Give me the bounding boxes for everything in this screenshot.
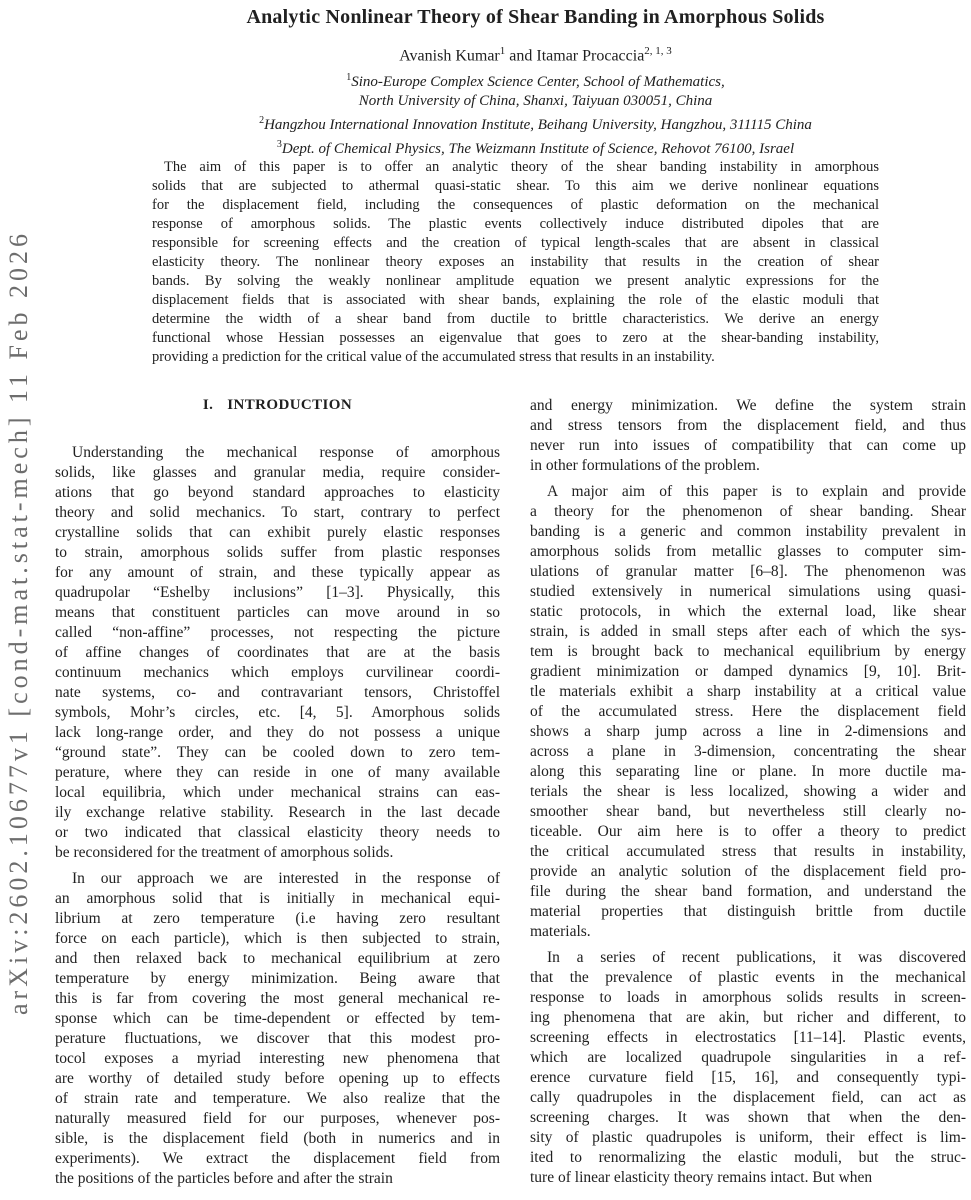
- text-segment: Dept. of Chemical Physics, The Weizmann Institute of Science, Rehovot 76100, Israel: [281, 141, 795, 158]
- text-line: crystalline solids that can exhibit purely elastic responses: [55, 524, 500, 541]
- text-line: for any amount of strain, and these typically appear as: [55, 564, 500, 581]
- text-segment: Hangzhou International Innovation Institute, Beihang University, Hangzhou, 311115 China: [264, 117, 812, 134]
- text-line: A major aim of this paper is to explain and provide: [547, 483, 966, 500]
- text-line: banding is a generic and common instability prevalent in: [530, 523, 966, 540]
- superscript: 1: [499, 45, 506, 57]
- affiliations-block: [100, 68, 971, 159]
- text-line: gradient minimization or damped dynamics [9, 10]. Brit-: [530, 663, 966, 680]
- text-line: lack long-range order, and they do not possess a unique: [55, 724, 500, 741]
- text-line: amorphous solids from metallic glasses to computer sim-: [530, 543, 966, 560]
- text-line: and stress tensors from the displacement field, and thus: [530, 417, 966, 434]
- text-segment: and Itamar Procaccia: [505, 47, 645, 65]
- text-line: provide an analytic solution of the displacement field pro-: [530, 863, 966, 880]
- text-line: erence curvature field [15, 16], and consequently typi-: [530, 1069, 966, 1086]
- text-line: naturally measured field for our purposes, whenever pos-: [55, 1110, 500, 1127]
- affiliation-line: [100, 135, 971, 159]
- text-line: studied extensively in numerical simulations using quasi-: [530, 583, 966, 600]
- text-line: of strain rate and temperature. We also realize that the: [55, 1090, 500, 1107]
- text-line: in other formulations of the problem.: [530, 457, 760, 474]
- superscript: 2, 1, 3: [644, 45, 672, 57]
- text-line: symbols, Mohr’s circles, etc. [4, 5]. Amorphous solids: [55, 704, 500, 721]
- text-line: perature fluctuations, we discover that this modest pro-: [55, 1030, 500, 1047]
- text-line: and then relaxed back to mechanical equilibrium at zero: [55, 950, 500, 967]
- text-line: response to loads in amorphous solids results in screen-: [530, 989, 966, 1006]
- text-line: ing phenomena that are akin, but richer and different, to: [530, 1009, 966, 1026]
- paragraph: [530, 482, 966, 942]
- text-line: The aim of this paper is to offer an analytic theory of the shear banding instability in amorphous: [164, 159, 879, 175]
- arxiv-watermark: arXiv:2602.10677v1 [cond-mat.stat-mech] 11 Feb 2026: [4, 229, 33, 1015]
- text-line: librium at zero temperature (i.e having zero resultant: [55, 910, 500, 927]
- superscript: 1: [346, 72, 352, 84]
- abstract-block: [152, 158, 879, 367]
- text-line: are worthy of detailed study before opening up to effects: [55, 1070, 500, 1087]
- text-line: solids that are subjected to athermal quasi-static shear. To this aim we derive nonlinear equations: [152, 178, 879, 194]
- text-line: file during the shear band formation, and understand the: [530, 883, 966, 900]
- text-line: perature, where they can reside in one of many available: [55, 764, 500, 781]
- text-line: or two indicated that classical elasticity theory needs to: [55, 824, 500, 841]
- text-line: the positions of the particles before and after the strain: [55, 1170, 393, 1187]
- text-line: which are localized quadrupole singularities in a ref-: [530, 1049, 966, 1066]
- authors-line: [100, 45, 971, 65]
- text-line: responsible for screening effects and the creation of typical length-scales that are absent in classical: [152, 235, 879, 251]
- text-line: solids, like glasses and granular media, require consider-: [55, 464, 500, 481]
- text-line: tocol exposes a myriad interesting new phenomena that: [55, 1050, 500, 1067]
- text-line: screening effects in electrostatics [11–14]. Plastic events,: [530, 1029, 966, 1046]
- text-line: displacement fields that is associated with shear bands, explaining the role of the elastic moduli that: [152, 292, 879, 308]
- text-line: and energy minimization. We define the system strain: [530, 397, 966, 414]
- text-line: continuum mechanics which employs curvilinear coordi-: [55, 664, 500, 681]
- text-line: tle materials exhibit a sharp instability at a critical value: [530, 683, 966, 700]
- text-line: temperature by energy minimization. Being aware that: [55, 970, 500, 987]
- text-line: cally quadrupoles in the displacement field, can act as: [530, 1089, 966, 1106]
- text-line: bands. By solving the weakly nonlinear amplitude equation we present analytic expressions for the: [152, 273, 879, 289]
- text-line: sible, is the displacement field (both in numerics and in: [55, 1130, 500, 1147]
- text-line: ations that go beyond standard approaches to elasticity: [55, 484, 500, 501]
- paragraph: [55, 869, 500, 1189]
- text-line: of affine changes of coordinates that are at the basis: [55, 644, 500, 661]
- page-title: Analytic Nonlinear Theory of Shear Banding in Amorphous Solids: [246, 6, 825, 28]
- text-line: for the displacement field, including the consequences of plastic deformation on the mechanical: [152, 197, 879, 213]
- text-line: across a plane in 3-dimension, concentrating the shear: [530, 743, 966, 760]
- right-column: [530, 396, 966, 1188]
- text-line: means that constituent particles can move around in so: [55, 604, 500, 621]
- text-line: the critical accumulated stress that results in instability,: [530, 843, 966, 860]
- text-line: this is far from covering the most general mechanical re-: [55, 990, 500, 1007]
- text-line: be reconsidered for the treatment of amorphous solids.: [55, 844, 394, 861]
- text-line: ily exchange relative stability. Research in the last decade: [55, 804, 500, 821]
- text-line: force on each particle), which is then subjected to strain,: [55, 930, 500, 947]
- text-line: a theory for the phenomenon of shear banding. Shear: [530, 503, 966, 520]
- text-line: nate systems, co- and contravariant tensors, Christoffel: [55, 684, 500, 701]
- text-line: materials.: [530, 923, 591, 940]
- text-line: “ground state”. They can be cooled down to zero tem-: [55, 744, 500, 761]
- text-segment: Sino-Europe Complex Science Center, School of Mathematics,: [351, 74, 725, 91]
- text-line: theory and solid mechanics. To start, contrary to perfect: [55, 504, 500, 521]
- text-line: sity of plastic quadrupoles is uniform, their effect is lim-: [530, 1129, 966, 1146]
- section-number: I.: [202, 397, 214, 413]
- text-line: quadrupolar “Eshelby inclusions” [1–3]. Physically, this: [55, 584, 500, 601]
- superscript: 2: [259, 115, 265, 127]
- paragraph: [152, 158, 879, 367]
- superscript: 3: [276, 139, 282, 151]
- affiliation-line: [100, 68, 971, 92]
- affiliation-line: [100, 92, 971, 111]
- left-column: [55, 443, 500, 1189]
- text-line: tem is brought back to mechanical equilibrium by energy: [530, 643, 966, 660]
- text-line: In a series of recent publications, it was discovered: [547, 949, 966, 966]
- text-line: local equilibria, which under mechanical strains can eas-: [55, 784, 500, 801]
- text-line: providing a prediction for the critical value of the accumulated stress that results in an instability.: [152, 349, 715, 365]
- text-line: determine the width of a shear band from ductile to brittle characteristics. We derive an energy: [152, 311, 879, 327]
- text-line: functional whose Hessian possesses an eigenvalue that goes to zero at the shear-banding instability,: [152, 330, 879, 346]
- text-line: strain, is added in small steps after each of which the sys-: [530, 623, 966, 640]
- text-line: experiments). We extract the displacement field from: [55, 1150, 500, 1167]
- text-line: material properties that distinguish brittle from ductile: [530, 903, 966, 920]
- text-line: ticeable. Our aim here is to offer a theory to predict: [530, 823, 966, 840]
- section-title: INTRODUCTION: [227, 397, 353, 413]
- paragraph: [530, 948, 966, 1188]
- paper-header: [100, 0, 971, 159]
- text-line: along this separating line or plane. In more ductile ma-: [530, 763, 966, 780]
- section-heading-introduction: [55, 397, 500, 414]
- text-line: ture of linear elasticity theory remains intact. But when: [530, 1169, 873, 1186]
- paragraph: [530, 396, 966, 476]
- text-line: never run into issues of compatibility that can come up: [530, 437, 966, 454]
- text-segment: North University of China, Shanxi, Taiyuan 030051, China: [358, 93, 713, 110]
- text-line: called “non-affine” processes, not respecting the picture: [55, 624, 500, 641]
- text-line: to strain, amorphous solids suffer from plastic responses: [55, 544, 500, 561]
- text-line: Understanding the mechanical response of amorphous: [72, 444, 500, 461]
- text-line: that the prevalence of plastic events in the mechanical: [530, 969, 966, 986]
- affiliation-line: [100, 111, 971, 135]
- text-line: of the accumulated stress. Here the displacement field: [530, 703, 966, 720]
- text-line: screening charges. It was shown that when the den-: [530, 1109, 966, 1126]
- text-line: ulations of granular matter [6–8]. The phenomenon was: [530, 563, 966, 580]
- text-line: smoother shear band, but nevertheless still clearly no-: [530, 803, 966, 820]
- text-line: elasticity theory. The nonlinear theory exposes an instability that results in the creation of shear: [152, 254, 879, 270]
- text-line: response of amorphous solids. The plastic events collectively induce distributed dipoles that are: [152, 216, 879, 232]
- text-line: sponse which can be time-dependent or effected by tem-: [55, 1010, 500, 1027]
- text-line: terials the shear is less localized, showing a wider and: [530, 783, 966, 800]
- text-line: ited to renormalizing the elastic moduli, but the struc-: [530, 1149, 966, 1166]
- text-segment: Avanish Kumar: [399, 47, 500, 65]
- paragraph: [55, 443, 500, 863]
- text-line: static protocols, in which the external load, like shear: [530, 603, 966, 620]
- text-line: an amorphous solid that is initially in mechanical equi-: [55, 890, 500, 907]
- text-line: shows a sharp jump across a line in 2-dimensions and: [530, 723, 966, 740]
- text-line: In our approach we are interested in the response of: [72, 870, 500, 887]
